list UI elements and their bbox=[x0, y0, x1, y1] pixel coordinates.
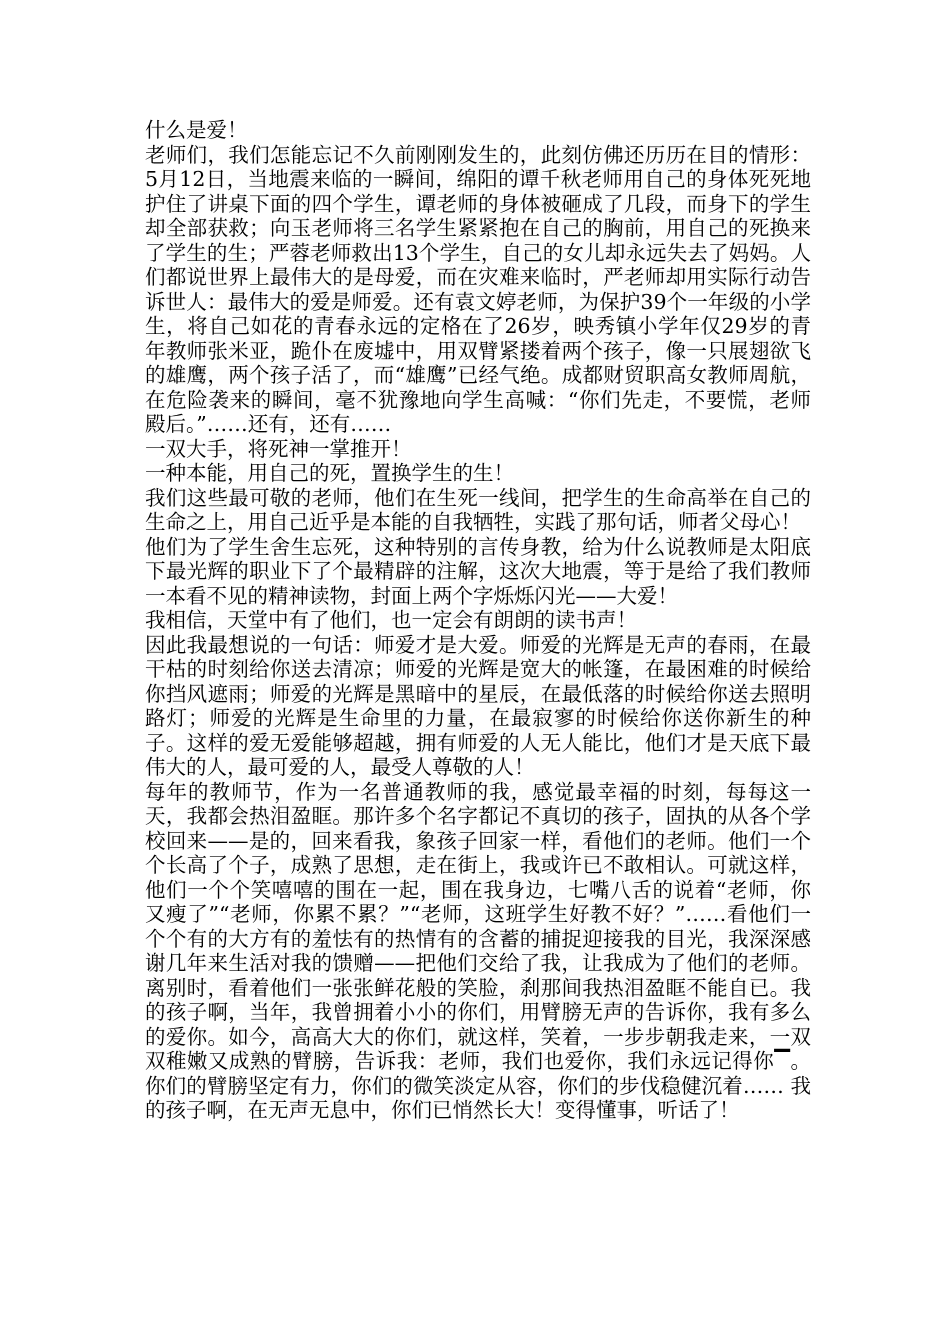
paragraph-instinct: 一种本能，用自己的死，置换学生的生！ bbox=[145, 461, 514, 485]
document-body bbox=[145, 118, 811, 1123]
paragraph-big-hands: 一双大手，将死神一掌推开！ bbox=[145, 436, 412, 461]
paragraph-respectable-teachers: 我们这些最可敬的老师，他们在生死一线间，把学生的生命高举在自己的生命之上，用自己近乎是本能的自我牺牲，实践了那句话，师者父母心！ bbox=[145, 485, 811, 534]
paragraph-teachers-day: 每年的教师节，作为一名普通教师的我，感觉最幸福的时刻，每每这一天，我都会热泪盈眶。那许多个名字都记不真切的孩子，固执的从各个学校回来——是的，回来看我，象孩子回家一样，看他们的老师。他们一个个长高了个子，成熟了思想，走在街上，我或许已不敢相认。可就这样，他们一个个笑嘻嘻的围在一起，围在我身边，七嘴八舌的说着“老师，你又瘦了”“老师，你累不累？”“老师，这班学生好教不好？”……看他们一个个有的大方有的羞怯有的热情有的含蓄的捕捉迎接我的目光，我深深感谢几年来生活对我的馈赠——把他们交给了我，让我成为了他们的老师。离别时，看着他们一张张鲜花般的笑脸，刹那间我热泪盈眶不能自已。我的孩子啊，当年，我曾拥着小小的你们，用臂膀无声的告诉你，我有多么的爱你。如今，高高大大的你们，就这样，笑着，一步步朝我走来，一双双稚嫩又成熟的臂膀，告诉我：老师，我们也爱你，我们永远记得你▔。你们的臂膀坚定有力，你们的微笑淡定从容，你们的步伐稳健沉着…… 我的孩子啊，在无声无息中，你们已悄然长大！变得懂事，听话了！ bbox=[145, 779, 811, 1122]
paragraph-heading: 什么是爱！ bbox=[145, 118, 248, 142]
paragraph-earthquake-teachers: 老师们，我们怎能忘记不久前刚刚发生的，此刻仿佛还历历在目的情形：5月12日，当地震来临的一瞬间，绵阳的谭千秋老师用自己的身体死死地护住了讲桌下面的四个学生，谭老师的身体被砸成了几段，而身下的学生却全部获救；向玉老师将三名学生紧紧抱在自己的胸前，用自己的死换来了学生的生；严蓉老师救出13个学生，自己的女儿却永远失去了妈妈。人们都说世界上最伟大的是母爱，而在灾难来临时，严老师却用实际行动告诉世人：最伟大的爱是师爱。还有袁文婷老师，为保护39个一年级的小学生，将自己如花的青春永远的定格在了26岁，映秀镇小学年仅29岁的青年教师张米亚，跪仆在废墟中，用双臂紧搂着两个孩子，像一只展翅欲飞的雄鹰，两个孩子活了，而“雄鹰”已经气绝。成都财贸职高女教师周航，在危险袭来的瞬间，毫不犹豫地向学生高喊：“你们先走，不要慌，老师殿后。”……还有，还有…… bbox=[145, 142, 811, 436]
paragraph-heaven: 我相信，天堂中有了他们，也一定会有朗朗的读书声！ bbox=[145, 608, 637, 632]
paragraph-great-love: 他们为了学生舍生忘死，这种特别的言传身教，给为什么说教师是太阳底下最光辉的职业下了个最精辟的注解，这次大地震，等于是给了我们教师一本看不见的精神读物，封面上两个字烁烁闪光——大爱！ bbox=[145, 534, 811, 608]
paragraph-teacher-love: 因此我最想说的一句话：师爱才是大爱。师爱的光辉是无声的春雨，在最干枯的时刻给你送去清凉；师爱的光辉是宽大的帐篷，在最困难的时候给你挡风遮雨；师爱的光辉是黑暗中的星辰，在最低落的时候给你送去照明路灯；师爱的光辉是生命里的力量，在最寂寥的时候给你送你新生的种子。这样的爱无爱能够超越，拥有师爱的人无人能比，他们才是天底下最伟大的人，最可爱的人，最受人尊敬的人！ bbox=[145, 632, 811, 779]
